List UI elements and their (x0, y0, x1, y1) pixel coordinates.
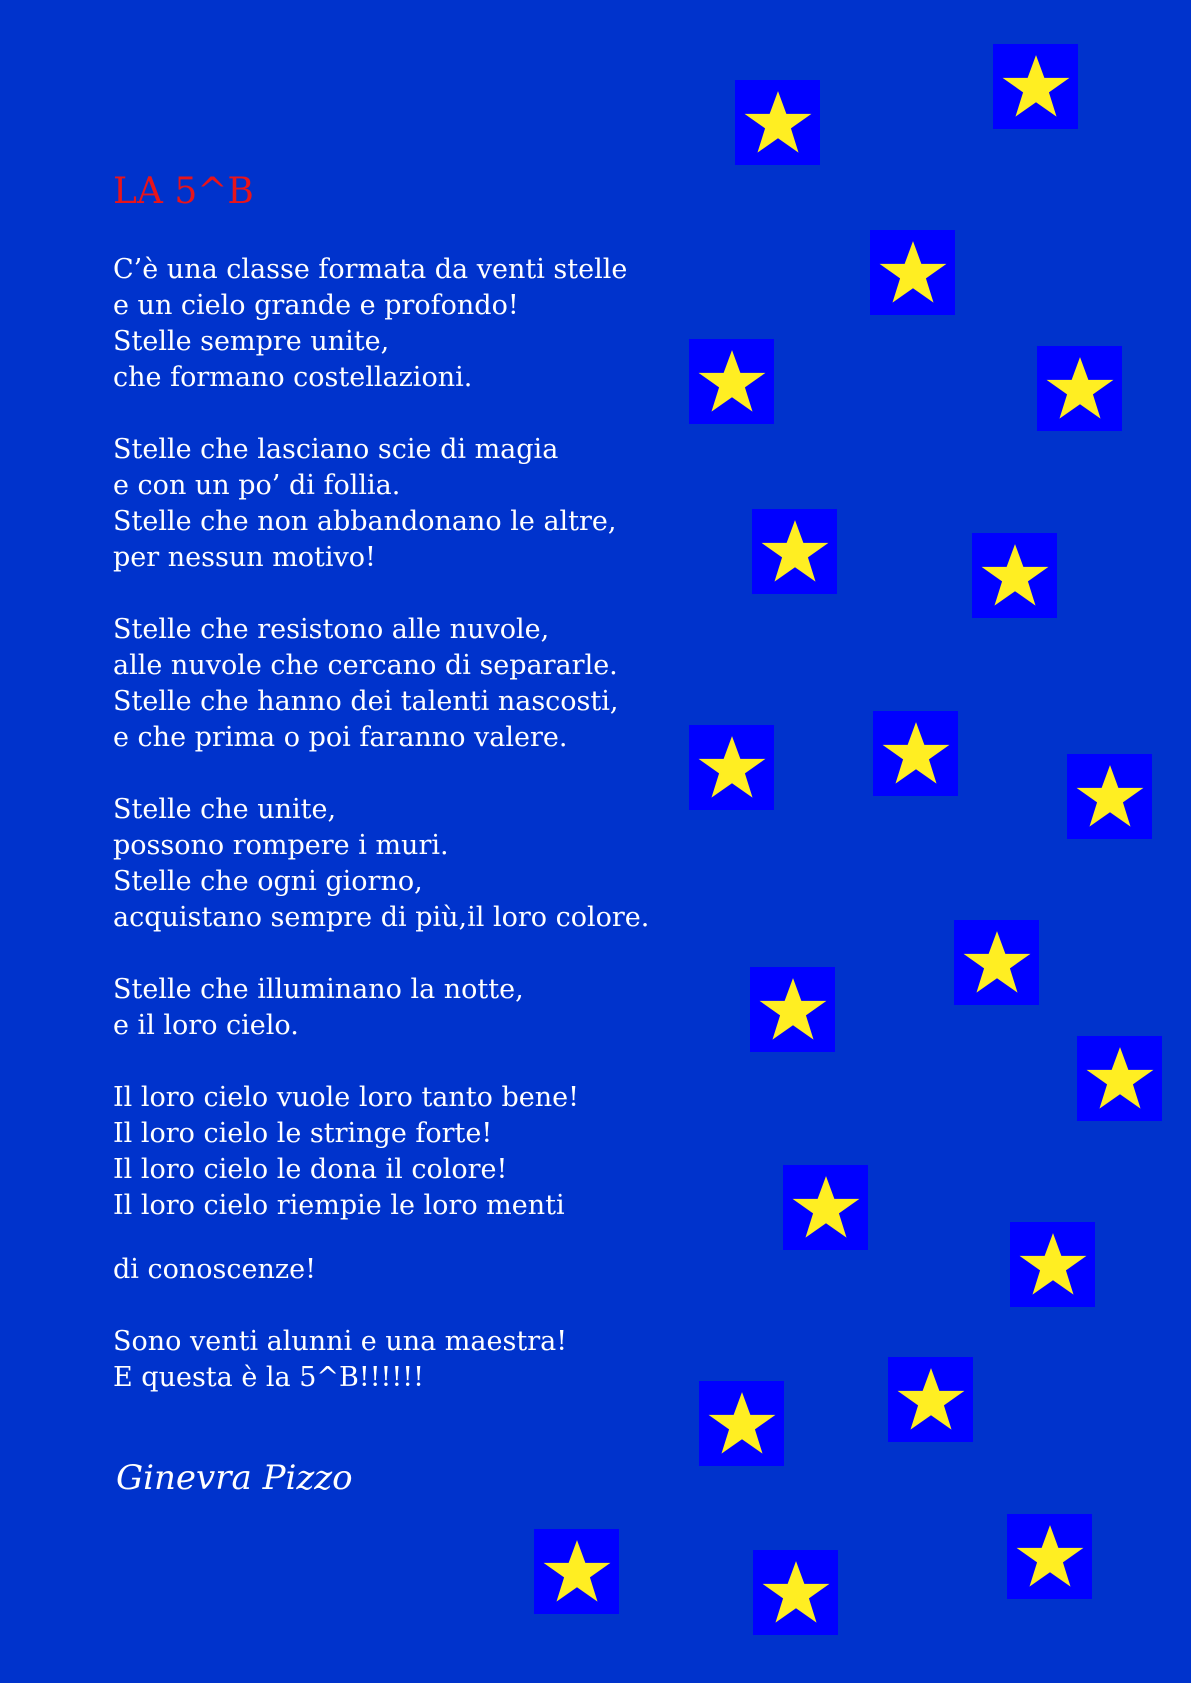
star-icon (740, 85, 816, 161)
star-icon (875, 235, 951, 311)
poem-line: e che prima o poi faranno valere. (113, 722, 568, 753)
star-tile (873, 711, 958, 796)
star-tile (993, 44, 1078, 129)
star-icon (977, 538, 1053, 614)
stanza-1 (113, 252, 673, 396)
star-tile (1067, 754, 1152, 839)
star-icon (878, 716, 954, 792)
star-tile (1007, 1514, 1092, 1599)
star-icon (694, 730, 770, 806)
star-icon (788, 1170, 864, 1246)
poem-line: Stelle sempre unite, (113, 326, 390, 357)
star-tile (750, 967, 835, 1052)
star-icon (1015, 1227, 1091, 1303)
poem-line: Stelle che non abbandonano le altre, (113, 506, 617, 537)
star-tile (888, 1357, 973, 1442)
poem-line: acquistano sempre di più,il loro colore. (113, 902, 650, 933)
poem-line: Stelle che hanno dei talenti nascosti, (113, 686, 619, 717)
star-tile (870, 230, 955, 315)
poem-line: Stelle che ogni giorno, (113, 866, 423, 897)
star-tile (1037, 346, 1122, 431)
star-icon (704, 1386, 780, 1462)
stanza-4 (113, 792, 673, 936)
poem-line: Il loro cielo le stringe forte! (113, 1118, 493, 1149)
poem-line: per nessun motivo! (113, 542, 376, 573)
star-tile (783, 1165, 868, 1250)
poem-line: Stelle che resistono alle nuvole, (113, 614, 550, 645)
poem-line: alle nuvole che cercano di separarle. (113, 650, 618, 681)
star-icon (1042, 351, 1118, 427)
star-icon (1072, 759, 1148, 835)
star-icon (1082, 1041, 1158, 1117)
poem-line: e con un po’ di follia. (113, 470, 401, 501)
star-icon (1012, 1519, 1088, 1595)
star-tile (752, 509, 837, 594)
poem-line: possono rompere i muri. (113, 830, 449, 861)
poem-line: che formano costellazioni. (113, 362, 473, 393)
star-tile (689, 339, 774, 424)
poem-line: Stelle che illuminano la notte, (113, 974, 524, 1005)
poem-line: Il loro cielo le dona il colore! (113, 1154, 508, 1185)
stanza-2 (113, 432, 673, 576)
star-tile (972, 533, 1057, 618)
poem-line: Il loro cielo riempie le loro menti (113, 1190, 565, 1221)
stanza-3 (113, 612, 673, 756)
star-icon (694, 344, 770, 420)
star-tile (954, 920, 1039, 1005)
poem-line: di conoscenze! (113, 1254, 316, 1285)
stanza-6 (113, 1080, 673, 1288)
poem-title: LA 5^B (113, 171, 254, 213)
star-tile (1077, 1036, 1162, 1121)
star-icon (998, 49, 1074, 125)
poem-line: e il loro cielo. (113, 1010, 299, 1041)
stanza-5 (113, 972, 673, 1044)
poem-line: Stelle che unite, (113, 794, 337, 825)
star-icon (893, 1362, 969, 1438)
star-icon (959, 925, 1035, 1001)
poem-body (113, 252, 673, 1432)
star-icon (539, 1534, 615, 1610)
star-icon (755, 972, 831, 1048)
poem-line: e un cielo grande e profondo! (113, 290, 519, 321)
poem-line: C’è una classe formata da venti stelle (113, 254, 628, 285)
star-icon (758, 1555, 834, 1631)
star-tile (1010, 1222, 1095, 1307)
star-tile (534, 1529, 619, 1614)
poem-line: Sono venti alunni e una maestra! (113, 1326, 568, 1357)
poem-line: Stelle che lasciano scie di magia (113, 434, 559, 465)
star-tile (699, 1381, 784, 1466)
poem-line: Il loro cielo vuole loro tanto bene! (113, 1082, 579, 1113)
star-icon (757, 514, 833, 590)
star-tile (735, 80, 820, 165)
poem-line: E questa è la 5^B!!!!!! (113, 1362, 424, 1393)
stanza-7 (113, 1324, 673, 1396)
star-tile (753, 1550, 838, 1635)
star-tile (689, 725, 774, 810)
author-signature: Ginevra Pizzo (116, 1458, 353, 1498)
